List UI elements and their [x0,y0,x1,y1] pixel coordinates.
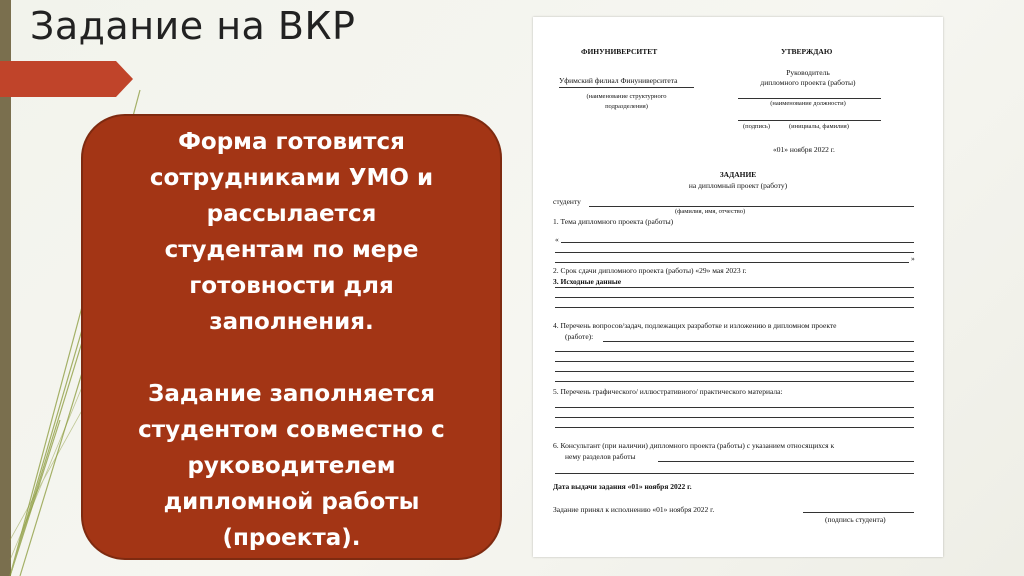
form-item-4-line-1: 4. Перечень вопросов/задач, подлежащих разработке и изложению в дипломном проекте [553,321,837,330]
form-item-5: 5. Перечень графического/ иллюстративного/ практического материала: [553,387,783,396]
form-student-sign-caption: (подпись студента) [825,515,886,524]
form-line [555,252,914,253]
form-line [738,98,881,99]
form-heading: ЗАДАНИЕ [719,170,757,179]
callout-paragraph-2: Задание заполняется студентом совместно с руководителем дипломной работы (проекта). [138,381,445,551]
form-line [561,242,914,243]
callout-paragraph-1: Форма готовится сотрудниками УМО и рассылается студентам по мере готовности для заполнения. [149,129,434,335]
form-item-3: 3. Исходные данные [553,277,622,286]
form-line [555,361,914,362]
form-branch: Уфимский филиал Финуниверситета [559,76,678,85]
form-line [738,120,881,121]
form-item-1: 1. Тема дипломного проекта (работы) [553,217,674,226]
form-item-2: 2. Срок сдачи дипломного проекта (работы) «29» мая 2023 г. [553,266,747,275]
form-line [555,297,914,298]
form-line [555,371,914,372]
form-subheading: на дипломный проект (работу) [688,181,788,190]
form-student-caption: (фамилия, имя, отчество) [675,208,746,215]
form-approve: УТВЕРЖДАЮ [781,47,833,56]
form-branch-caption-1: (наименование структурного [586,93,667,100]
form-item-4-line-2: (работе): [565,332,594,341]
form-line [555,287,914,288]
form-line [589,206,914,207]
info-callout [81,114,502,560]
form-supervisor-2: дипломного проекта (работы) [760,78,856,87]
form-line [555,473,914,474]
title-accent-arrow [0,61,133,97]
form-initials-caption: (инициалы, фамилия) [789,123,849,130]
form-org: ФИНУНИВЕРСИТЕТ [581,47,658,56]
form-line [555,417,914,418]
form-line [555,407,914,408]
form-line [555,307,914,308]
form-item-6-line-1: 6. Консультант (при наличии) дипломного проекта (работы) с указанием относящихся к [553,441,835,450]
form-line [555,381,914,382]
form-supervisor-1: Руководитель [786,68,830,77]
form-quote-close: » [911,254,915,263]
form-line [559,87,694,88]
form-line [603,341,914,342]
form-line [555,262,909,263]
assignment-form-image [533,17,943,557]
form-position-caption: (наименование должности) [770,100,846,107]
callout-spacer [107,340,476,376]
form-line [803,512,914,513]
form-signature-caption: (подпись) [743,123,770,130]
form-issue-date: Дата выдачи задания «01» ноября 2022 г. [553,482,692,491]
form-item-6-line-2: нему разделов работы [565,452,636,461]
form-line [555,427,914,428]
form-line [555,351,914,352]
slide-title: Задание на ВКР [30,4,356,48]
form-line [658,461,914,462]
form-accepted: Задание принял к исполнению «01» ноября 2022 г. [553,505,715,514]
form-branch-caption-2: подразделения) [605,103,648,110]
form-student-label: студенту [553,197,581,206]
form-quote-open: « [555,235,559,244]
form-approve-date: «01» ноября 2022 г. [773,145,835,154]
